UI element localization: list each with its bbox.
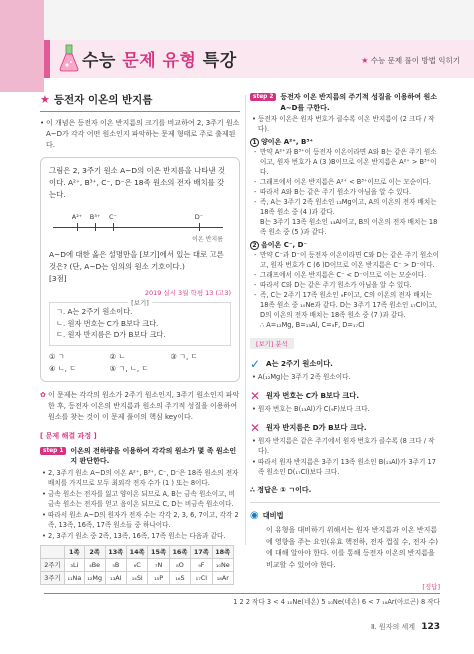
- page-header: [0, 0, 474, 92]
- table-row: 3주기 ₁₁Na ₁₂Mg ₁₃Al ₁₄Si ₁₅P ₁₆S ₁₇Cl ₁₈Ar: [41, 571, 234, 584]
- star-icon: ★: [361, 56, 369, 65]
- verdict-2: ✕ 원자 번호는 C가 B보다 크다.: [250, 389, 359, 403]
- anion-line: - 그래프에서 이온 반지름은 C⁻ < D⁻이므로 이는 모순이다.: [254, 271, 427, 279]
- page-title: 수능 문제 유형 특강: [82, 51, 237, 71]
- step-title: 등전자 이온 반지름의 주기적 성질을 이용하여 원소 A~D를 구한다.: [280, 93, 437, 112]
- choice-1[interactable]: ① ㄱ: [49, 351, 65, 361]
- page-number: 123: [421, 622, 440, 632]
- header-pink-block: [0, 0, 44, 92]
- tick-d: [199, 223, 200, 231]
- label-d: D⁻: [194, 213, 204, 221]
- verdict-1: ✓ A는 2주기 원소이다.: [250, 357, 333, 371]
- verdict-2-text: • 원자 번호는 B(₁₃Al)가 C(₉F)보다 크다.: [250, 404, 440, 414]
- score: [3점]: [49, 274, 67, 283]
- label-c: C⁻: [109, 213, 117, 221]
- subsection-anion: 2 음이온 C⁻, D⁻: [250, 240, 440, 250]
- cation-line: - 그래프에서 이온 반지름은 A²⁺ < B³⁺이므로 이는 모순이다.: [254, 178, 431, 186]
- diagram-axis: [53, 227, 223, 228]
- column-divider: [245, 95, 246, 545]
- strategy-heading: ◉ 대비법: [250, 510, 284, 521]
- answer-choices: [49, 352, 231, 374]
- label-b: B³⁺: [89, 213, 101, 221]
- step-title: 이온의 전하량을 이용하여 각각의 원소가 몇 족 원소인지 판단한다.: [70, 446, 237, 465]
- cation-line: - 따라서 A와 B는 같은 주기 원소가 아님을 알 수 있다.: [254, 188, 412, 196]
- solution-heading: [ 문제 해결 과정 ]: [40, 431, 97, 440]
- chapter-label: Ⅱ. 원자의 세계: [371, 623, 415, 631]
- subsection-cation: 1 양이온 A²⁺, B³⁺: [250, 137, 440, 147]
- table-row: 2주기 ₃Li ₄Be ₅B ₆C ₇N ₈O ₉F ₁₀Ne: [41, 558, 234, 571]
- right-column: [250, 92, 440, 571]
- page-footer: [371, 622, 440, 632]
- step1-bullet: • 금속 원소는 전자를 잃고 양이온 되므로 A, B는 금속 원소이고, 비금속 원소는 전자를 얻고 음이온 되므로 C, D는 비금속 원소이다.: [40, 489, 240, 509]
- cation-line: - 만약 A²⁺과 B³⁺이 등전자 이온이라면 A와 B는 같은 주기 원소이고, 원자 번호가 A (3 )B이므로 이온 반지름은 A²⁺ > B³⁺이다.: [254, 148, 437, 176]
- question-source: 2019 실시 3월 학평 13 (고3): [144, 289, 231, 297]
- anion-line: - 만약 C⁻과 D⁻이 등전자 이온이라면 C와 D는 같은 주기 원소이고, 원자 번호가 C (6 )D이므로 이온 반지름은 C⁻ > D⁻이다.: [254, 251, 439, 269]
- section-title: ★ 등전자 이온의 반지름: [40, 93, 153, 106]
- verdict-3: ✕ 원자 반지름은 D가 B보다 크다.: [250, 421, 367, 435]
- answer-key-text: 1 2 2 작다 3 < 4 ₁₀Ne(네온) 5 ₁₀Ne(네온) 6 < 7 ₁₈Ar(아르곤) 8 작다: [233, 598, 440, 606]
- divider: [250, 502, 440, 503]
- step-1: [40, 446, 240, 467]
- anion-line: - 따라서 C와 D는 같은 주기 원소가 아님을 알 수 있다.: [254, 281, 412, 289]
- step-badge: step 1: [40, 447, 66, 455]
- verdict-3-text: • 따라서 원자 반지름은 3주기 13족 원소인 B(₁₃Al)가 3주기 17족 원소인 D(₁₇Cl)보다 크다.: [250, 457, 440, 477]
- intro-text: • 이 개념은 등전자 이온 반지름의 크기를 비교하여 2, 3주기 원소 A~D가 각각 어떤 원소인지 파악하는 문제 형태로 주로 출제된다.: [40, 118, 240, 151]
- lightbulb-icon: ◉: [250, 510, 259, 521]
- final-answer: ∴ 정답은 ① ㄱ이다.: [250, 486, 312, 494]
- axis-label: 이온 반지름: [192, 236, 223, 243]
- step-2: [250, 92, 440, 113]
- ion-radius-diagram: [49, 205, 229, 249]
- step1-bullet: • 2, 3주기 원소 중 2족, 13족, 16족, 17족 원소는 다음과 같다.: [40, 531, 240, 541]
- step1-bullet: • 따라서 원소 A~D의 원자가 전자 수는 각각 2, 3, 6, 7이고, 각각 2족, 13족, 16족, 17족 원소들 중 하나이다.: [40, 510, 240, 530]
- tick-b: [95, 223, 96, 231]
- question-text: 그림은 2, 3주기 원소 A~D의 이온 반지름을 나타낸 것이다. A²⁺, B³⁺, C⁻, D⁻은 18족 원소의 전자 배치를 갖는다.: [49, 166, 225, 199]
- cation-line: - 즉, A는 3주기 2족 원소인 ₁₂Mg이고, A의 이온의 전자 배치는 18족 원소 중 (4 )과 같다.: [254, 198, 437, 216]
- choice-4[interactable]: ④ ㄴ, ㄷ: [49, 363, 77, 373]
- header-gray-strip: [44, 0, 474, 40]
- bogi-item: ㄴ. 원자 번호는 C가 B보다 크다.: [56, 318, 159, 328]
- header-subtitle: ★ 수능 문제 풀이 방법 익히기: [361, 56, 460, 65]
- choice-3[interactable]: ③ ㄱ, ㄷ: [170, 351, 198, 361]
- check-icon: ✓: [250, 357, 261, 371]
- verdict-3-text: • 원자 반지름은 같은 주기에서 원자 번호가 클수록 (8 크다 / 작다).: [250, 436, 440, 456]
- cation-line: B는 3주기 13족 원소인 ₁₃Al이고, B의 이온의 전자 배치는 18족 원소 중 (5 )과 같다.: [260, 218, 438, 236]
- table-header-row: 1족 2족 13족 14족 15족 16족 17족 18족: [41, 545, 234, 558]
- cross-icon: ✕: [250, 389, 261, 403]
- choice-2[interactable]: ② ㄴ: [109, 351, 126, 361]
- tick-a: [77, 223, 78, 231]
- choice-5[interactable]: ⑤ ㄱ, ㄴ, ㄷ: [109, 363, 149, 373]
- strategy-text: 이 유형을 대비하기 위해서는 원자 반지름과 이온 반지름에 영향을 주는 요인(유효 핵전하, 전자 껍질 수, 전자 수)에 대해 알아야 한다. 이를 통해 등전자 이온의 반지름을 비교할 수 있어야 한다.: [266, 526, 438, 569]
- bogi-analysis-tag: [보기] 분석: [250, 338, 294, 349]
- bogi-box: [49, 299, 231, 346]
- flask-icon: [58, 44, 80, 72]
- star-icon: ★: [40, 93, 50, 106]
- step-badge: step 2: [250, 93, 276, 101]
- question-text-2: A~D에 대한 옳은 설명만을 [보기]에서 있는 대로 고른 것은? (단, A~D는 임의의 원소 기호이다.) [3점]: [49, 250, 224, 283]
- label-a: A²⁺: [71, 213, 83, 221]
- bogi-item: ㄱ. A는 2주기 원소이다.: [56, 307, 133, 316]
- bogi-item: ㄷ. 원자 반지름은 D가 B보다 크다.: [56, 330, 166, 339]
- answer-key-tag: [정답]: [44, 582, 440, 594]
- step1-bullet: • 2, 3주기 원소 A~D의 이온 A²⁺, B³⁺, C⁻, D⁻은 18족 원소의 전자 배치를 가지므로 모두 최외각 전자 수가 (1 ) 또는 8이다.: [40, 468, 240, 488]
- left-column: [40, 92, 240, 585]
- periodic-table: [40, 545, 234, 585]
- step2-intro: • 등전자 이온은 원자 번호가 클수록 이온 반지름이 (2 크다 / 작다).: [250, 114, 440, 134]
- anion-line: - 즉, C는 2주기 17족 원소인 ₉F이고, C의 이온의 전자 배치는 18족 원소 중 ₁₀Ne과 같다. D는 3주기 17족 원소인 ₁₇Cl이고, D의 이온의 전자 배치는 18족 원소 중 (7 )과 같다.: [254, 291, 438, 319]
- bogi-tag: [보기]: [128, 298, 152, 307]
- question-box: [40, 157, 240, 382]
- cross-icon: ✕: [250, 421, 261, 435]
- key-note: ✿ 이 문제는 각각의 원소가 2주기 원소인지, 3주기 원소인지 파악한 후, 등전자 이온의 반지름과 원소의 주기적 성질을 이용하여 원소를 찾는 것이 이 문제 풀이의 핵심 key이다.: [40, 390, 240, 423]
- verdict-1-text: • A(₁₂Mg)는 3주기 2족 원소이다.: [250, 372, 440, 382]
- section-rule: [40, 111, 240, 112]
- anion-line: ∴ A=₁₂Mg, B=₁₃Al, C=₉F, D=₁₇Cl: [260, 321, 365, 329]
- tick-c: [113, 223, 114, 231]
